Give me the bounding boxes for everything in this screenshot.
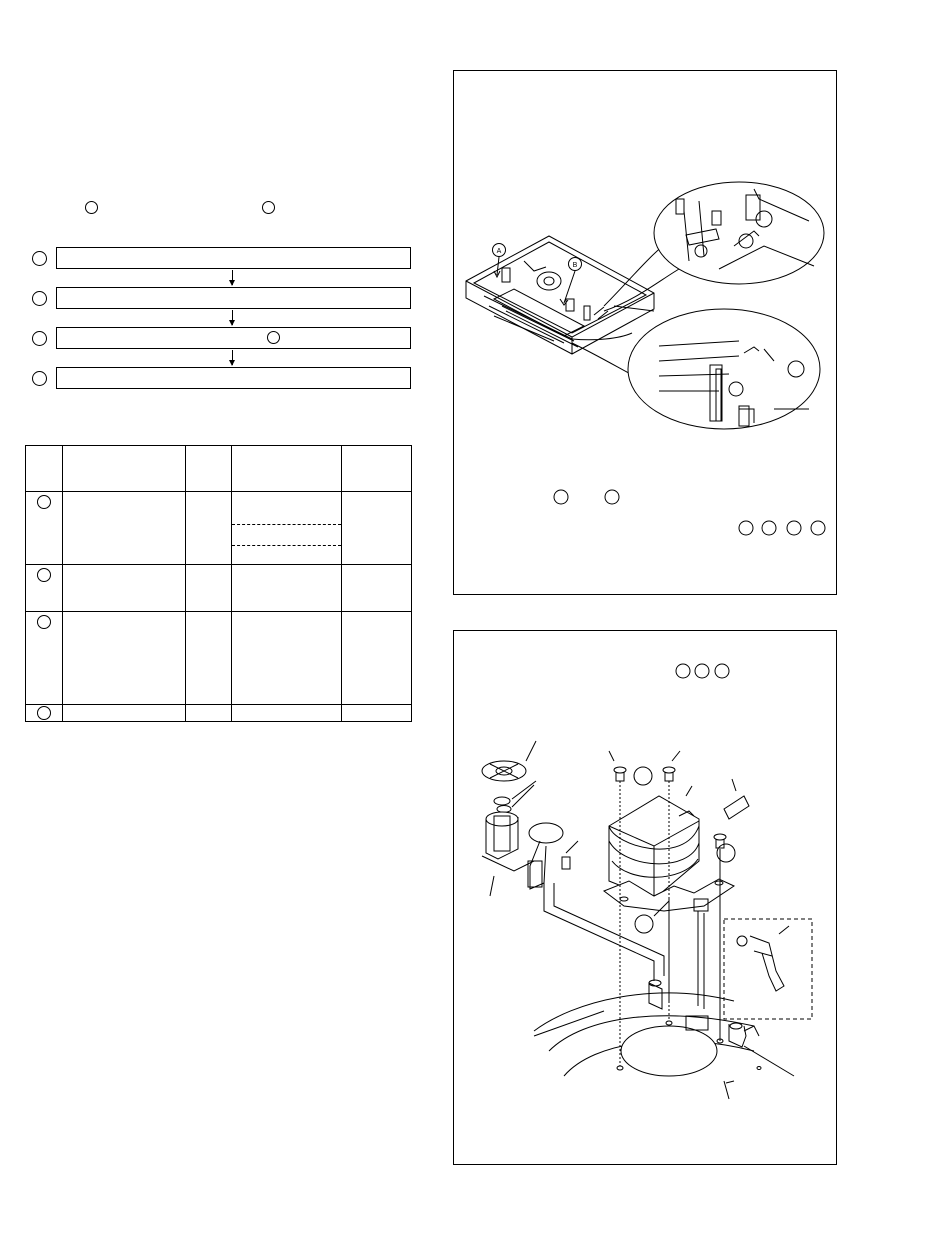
table-cell bbox=[63, 705, 186, 722]
table-cell bbox=[186, 705, 232, 722]
flow-step-2-marker bbox=[32, 291, 47, 306]
screw-icon bbox=[663, 751, 680, 781]
flow-step-3-box bbox=[56, 327, 411, 349]
flow-step-3-marker bbox=[32, 331, 47, 346]
table-cell bbox=[186, 492, 232, 565]
table-header-row bbox=[26, 446, 412, 492]
table-cell bbox=[63, 612, 186, 705]
figure-panel-1 bbox=[453, 70, 837, 595]
row-marker-3 bbox=[37, 615, 51, 629]
flow-step-4-box bbox=[56, 367, 411, 389]
dashed-divider bbox=[232, 524, 341, 525]
table-row bbox=[26, 492, 412, 565]
dashed-divider bbox=[232, 545, 341, 546]
flow-step-4-marker bbox=[32, 371, 47, 386]
table-cell bbox=[63, 492, 186, 565]
flow-step-1-box bbox=[56, 247, 411, 269]
table-cell bbox=[342, 565, 412, 612]
intro-marker-2 bbox=[262, 201, 275, 214]
table-row bbox=[26, 705, 412, 722]
cassette-mechanism-illustration bbox=[454, 71, 838, 596]
intro-marker-1 bbox=[85, 201, 98, 214]
table-header-cell bbox=[63, 446, 186, 492]
table-cell bbox=[232, 612, 342, 705]
arrow-down-icon bbox=[232, 310, 233, 325]
flow-step-2-box bbox=[56, 287, 411, 309]
table-cell bbox=[342, 492, 412, 565]
table-header-cell bbox=[342, 446, 412, 492]
row-marker-2 bbox=[37, 568, 51, 582]
table-cell bbox=[186, 612, 232, 705]
table-header-cell bbox=[26, 446, 63, 492]
row-marker-4 bbox=[37, 706, 51, 720]
table-row bbox=[26, 612, 412, 705]
table-header-cell bbox=[232, 446, 342, 492]
callout-b-label: B bbox=[572, 262, 578, 269]
screw-icon bbox=[609, 751, 626, 781]
capstan-motor-exploded-illustration bbox=[454, 631, 838, 1166]
table-header-cell bbox=[186, 446, 232, 492]
parts-table bbox=[25, 445, 412, 722]
row-marker-1 bbox=[37, 495, 51, 509]
callout-a-label: A bbox=[496, 248, 502, 255]
flow-step-1-marker bbox=[32, 251, 47, 266]
arrow-down-icon bbox=[232, 350, 233, 365]
table-cell bbox=[342, 612, 412, 705]
table-cell bbox=[63, 565, 186, 612]
figure-panel-2 bbox=[453, 630, 837, 1165]
table-cell bbox=[186, 565, 232, 612]
arrow-down-icon bbox=[232, 270, 233, 285]
table-row bbox=[26, 565, 412, 612]
flow-step-3-inline-marker bbox=[267, 331, 280, 344]
table-cell bbox=[232, 705, 342, 722]
table-cell bbox=[232, 565, 342, 612]
table-cell bbox=[342, 705, 412, 722]
